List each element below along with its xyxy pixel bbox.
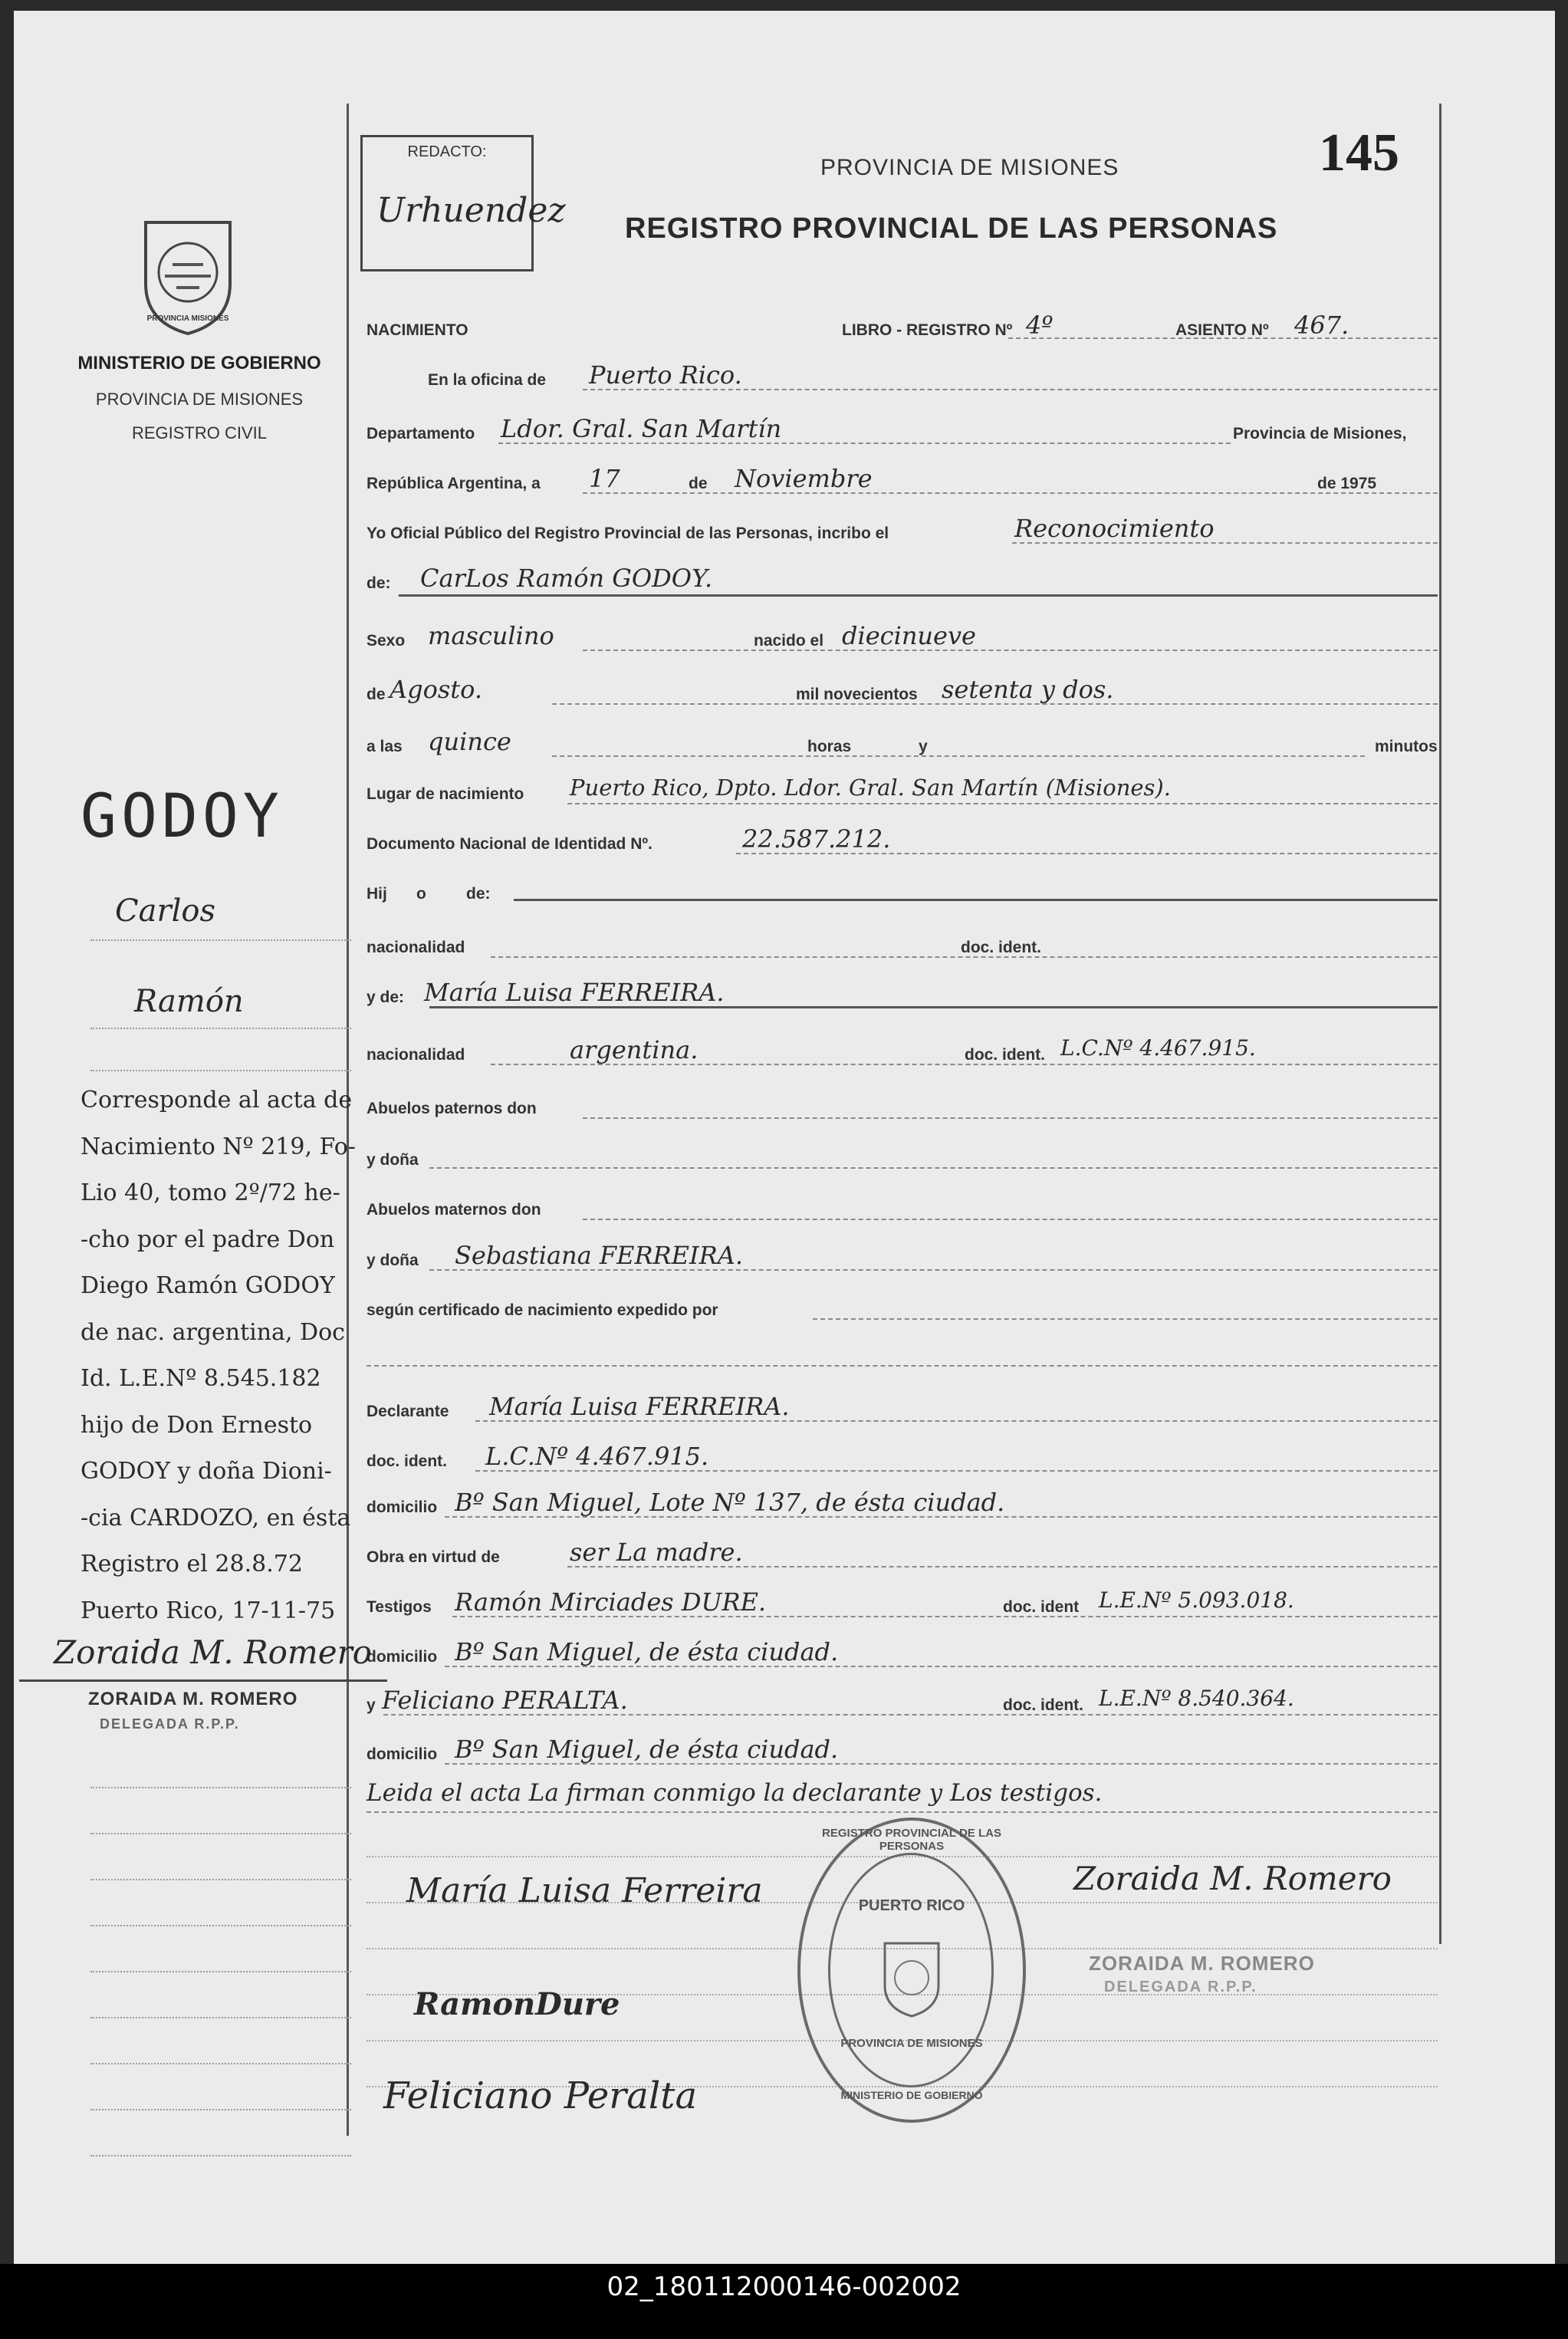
hora-value: quince <box>428 727 511 756</box>
registry-title: REGISTRO PROVINCIAL DE LAS PERSONAS <box>625 212 1278 245</box>
row-docident-declarante <box>367 1442 1440 1472</box>
margin-surname: GODOY <box>81 782 284 851</box>
redacto-label: REDACTO: <box>407 143 487 160</box>
row-domicilio-testigo1 <box>367 1637 1440 1668</box>
ministry-province: PROVINCIA DE MISIONES <box>95 390 304 409</box>
row-certificado <box>367 1291 1440 1321</box>
page-number: 145 <box>1319 123 1399 183</box>
ministry-title: MINISTERIO DE GOBIERNO <box>77 353 321 373</box>
mes-value: Noviembre <box>735 464 873 493</box>
testigos-label: Testigos <box>367 1598 432 1616</box>
oficial-stamp-role: DELEGADA R.P.P. <box>1104 1979 1257 1995</box>
row-dni <box>367 824 1440 855</box>
libro-value: 4º <box>1026 311 1054 340</box>
minutos-label: minutos <box>1375 738 1438 755</box>
row-departamento <box>367 414 1440 445</box>
row-domicilio-testigo2 <box>367 1735 1440 1765</box>
row-oficina <box>367 360 1440 391</box>
domicilio1-label: domicilio <box>367 1498 438 1516</box>
seal-text: PROVINCIA MISIONES <box>146 314 229 323</box>
nacimiento-label: NACIMIENTO <box>367 321 468 339</box>
nacionalidad2-value: argentina. <box>570 1035 699 1064</box>
obra-value: ser La madre. <box>570 1538 743 1567</box>
row-madre <box>367 978 1440 1008</box>
asiento-label: ASIENTO Nº <box>1175 321 1269 339</box>
nacido-value: diecinueve <box>842 621 976 650</box>
docident4-label: doc. ident <box>1003 1598 1080 1616</box>
ydona2-label: y doña <box>367 1252 419 1269</box>
margin-signature-rule <box>19 1679 387 1682</box>
signature-testigo2: Feliciano Peralta <box>383 2074 698 2117</box>
docident3-value: L.C.Nº 4.467.915. <box>485 1442 709 1471</box>
domicilio2-value: Bº San Miguel, de ésta ciudad. <box>455 1637 839 1666</box>
abuelos-mat-label: Abuelos maternos don <box>367 1201 541 1219</box>
hijo-label: Hij <box>367 885 387 903</box>
round-stamp-bottom: MINISTERIO DE GOBIERNO <box>840 2089 983 2101</box>
ydona1-label: y doña <box>367 1151 419 1169</box>
domicilio3-label: domicilio <box>367 1745 438 1763</box>
margin-note-line-8: hijo de Don Ernesto <box>81 1411 313 1439</box>
hijo-suffix: o <box>416 885 426 903</box>
registro-civil: REGISTRO CIVIL <box>131 423 268 442</box>
oficial-label: Yo Oficial Público del Registro Provincial de las Personas, incribo el <box>367 525 889 542</box>
departamento-value: Ldor. Gral. San Martín <box>501 414 782 443</box>
row-sexo <box>367 621 1440 652</box>
nacido-label: nacido el <box>754 632 824 650</box>
lugar-value: Puerto Rico, Dpto. Ldor. Gral. San Martín (Misiones). <box>570 775 1171 801</box>
departamento-label: Departamento <box>367 425 475 442</box>
signature-testigo1: RamonDure <box>414 1986 620 2022</box>
margin-note-line-12: Puerto Rico, 17-11-75 <box>81 1597 336 1624</box>
nacionalidad1-label: nacionalidad <box>367 939 465 956</box>
margin-note-line-6: de nac. argentina, Doc <box>81 1318 345 1346</box>
abuelos-pat-label: Abuelos paternos don <box>367 1100 537 1117</box>
margin-stamp-role: DELEGADA R.P.P. <box>100 1716 240 1732</box>
redacto-box <box>360 135 566 271</box>
leida-value: Leida el acta La firman conmigo la declarante y Los testigos. <box>367 1779 1103 1807</box>
horas-label: horas <box>807 738 852 755</box>
docident1-label: doc. ident. <box>961 939 1041 956</box>
mes-nac-value: Agosto. <box>390 675 483 704</box>
row-declarante <box>367 1392 1440 1423</box>
provincia-label: Provincia de Misiones, <box>1233 425 1407 442</box>
mil-label: mil novecientos <box>796 686 918 703</box>
abuela-mat-value: Sebastiana FERREIRA. <box>455 1241 743 1270</box>
row-abuelos-paternos <box>367 1089 1440 1120</box>
y2-label: y <box>367 1696 376 1714</box>
sexo-label: Sexo <box>367 632 406 650</box>
domicilio3-value: Bº San Miguel, de ésta ciudad. <box>455 1735 839 1764</box>
yde-label: y de: <box>367 989 405 1006</box>
row-dona-materna <box>367 1241 1440 1271</box>
lugar-label: Lugar de nacimiento <box>367 785 524 803</box>
row-obra <box>367 1538 1440 1568</box>
nombre-value: CarLos Ramón GODOY. <box>420 564 713 593</box>
margin-given-name-1: Carlos <box>115 893 215 929</box>
docident2-label: doc. ident. <box>965 1046 1045 1064</box>
row-dona-paterna <box>367 1140 1440 1171</box>
docident4-value: L.E.Nº 5.093.018. <box>1099 1587 1294 1613</box>
nacionalidad2-label: nacionalidad <box>367 1046 465 1064</box>
de-label: de <box>689 475 708 492</box>
province-title: PROVINCIA DE MISIONES <box>820 155 1119 180</box>
y-label: y <box>919 738 928 755</box>
obra-label: Obra en virtud de <box>367 1548 500 1566</box>
row-hora <box>367 727 1440 758</box>
margin-note-line-3: Lio 40, tomo 2º/72 he- <box>81 1179 340 1206</box>
margin-stamp-name: ZORAIDA M. ROMERO <box>88 1689 298 1709</box>
madre-value: María Luisa FERREIRA. <box>424 978 725 1007</box>
round-registry-stamp <box>797 1818 1026 2123</box>
declarante-label: Declarante <box>367 1403 449 1420</box>
row-testigo1 <box>367 1587 1440 1618</box>
domicilio2-label: domicilio <box>367 1648 438 1666</box>
margin-note-line-11: Registro el 28.8.72 <box>81 1551 303 1577</box>
docident3-label: doc. ident. <box>367 1452 447 1470</box>
docident5-label: doc. ident. <box>1003 1696 1083 1714</box>
row-fecha <box>367 464 1440 495</box>
round-stamp-city: PUERTO RICO <box>858 1897 965 1914</box>
testigo1-value: Ramón Mirciades DURE. <box>455 1587 767 1617</box>
row-nombre <box>367 564 1440 594</box>
margin-note-line-1: Corresponde al acta de <box>81 1087 353 1114</box>
margin-signature: Zoraida M. Romero <box>54 1633 372 1671</box>
docident5-value: L.E.Nº 8.540.364. <box>1099 1686 1294 1711</box>
margin-note-line-9: GODOY y doña Dioni- <box>81 1458 332 1485</box>
de4-label: de: <box>466 885 491 903</box>
asiento-value: 467. <box>1294 311 1349 340</box>
row-testigo2 <box>367 1686 1440 1716</box>
margin-note-line-10: -cia CARDOZO, en ésta <box>81 1504 351 1531</box>
row-abuelos-maternos <box>367 1190 1440 1221</box>
margin-note-line-2: Nacimiento Nº 219, Fo- <box>81 1133 356 1160</box>
row-leida <box>367 1779 1440 1810</box>
row-mes-nacimiento <box>367 675 1440 706</box>
round-stamp-province: PROVINCIA DE MISIONES <box>840 2037 983 2050</box>
margin-note <box>81 1077 368 1634</box>
testigo2-value: Feliciano PERALTA. <box>382 1686 628 1715</box>
docident2-value: L.C.Nº 4.467.915. <box>1060 1035 1256 1061</box>
signature-oficial: Zoraida M. Romero <box>1073 1860 1392 1897</box>
libro-label: LIBRO - REGISTRO Nº <box>842 321 1013 339</box>
anio-label: de 1975 <box>1317 475 1377 492</box>
oficial-stamp-name: ZORAIDA M. ROMERO <box>1089 1952 1315 1975</box>
redacto-signature: Urhuendez <box>376 191 566 230</box>
alas-label: a las <box>367 738 403 755</box>
de3-label: de <box>367 686 386 703</box>
anio-nac-value: setenta y dos. <box>942 675 1114 704</box>
margin-note-line-5: Diego Ramón GODOY <box>81 1272 335 1299</box>
round-stamp-outer: REGISTRO PROVINCIAL DE LAS PERSONAS <box>822 1827 1001 1853</box>
margin-given-name-2: Ramón <box>134 984 244 1019</box>
round-stamp-coat-icon <box>877 1936 946 2020</box>
oficina-value: Puerto Rico. <box>589 360 742 390</box>
footer-id: 02_180112000146-002002 <box>606 2272 962 2302</box>
sexo-value: masculino <box>428 621 554 650</box>
certificado-label: según certificado de nacimiento expedido por <box>367 1301 718 1319</box>
declarante-value: María Luisa FERREIRA. <box>489 1392 790 1421</box>
oficina-label: En la oficina de <box>428 371 547 389</box>
row-nacionalidad-madre <box>367 1035 1440 1066</box>
signature-madre: María Luisa Ferreira <box>406 1871 763 1910</box>
de2-label: de: <box>367 574 391 592</box>
dni-label: Documento Nacional de Identidad Nº. <box>367 835 653 853</box>
row-nacionalidad-padre <box>367 928 1440 959</box>
republica-label: República Argentina, a <box>367 475 541 492</box>
domicilio1-value: Bº San Miguel, Lote Nº 137, de ésta ciudad. <box>455 1488 1005 1517</box>
margin-note-line-4: -cho por el padre Don <box>81 1225 335 1253</box>
dni-value: 22.587.212. <box>742 824 891 854</box>
row-domicilio-declarante <box>367 1488 1440 1518</box>
dia-value: 17 <box>589 464 620 493</box>
row-nacimiento <box>367 311 1440 341</box>
margin-note-line-7: Id. L.E.Nº 8.545.182 <box>81 1365 321 1392</box>
row-oficial <box>367 514 1440 544</box>
row-lugar <box>367 775 1440 805</box>
acto-value: Reconocimiento <box>1014 514 1215 543</box>
